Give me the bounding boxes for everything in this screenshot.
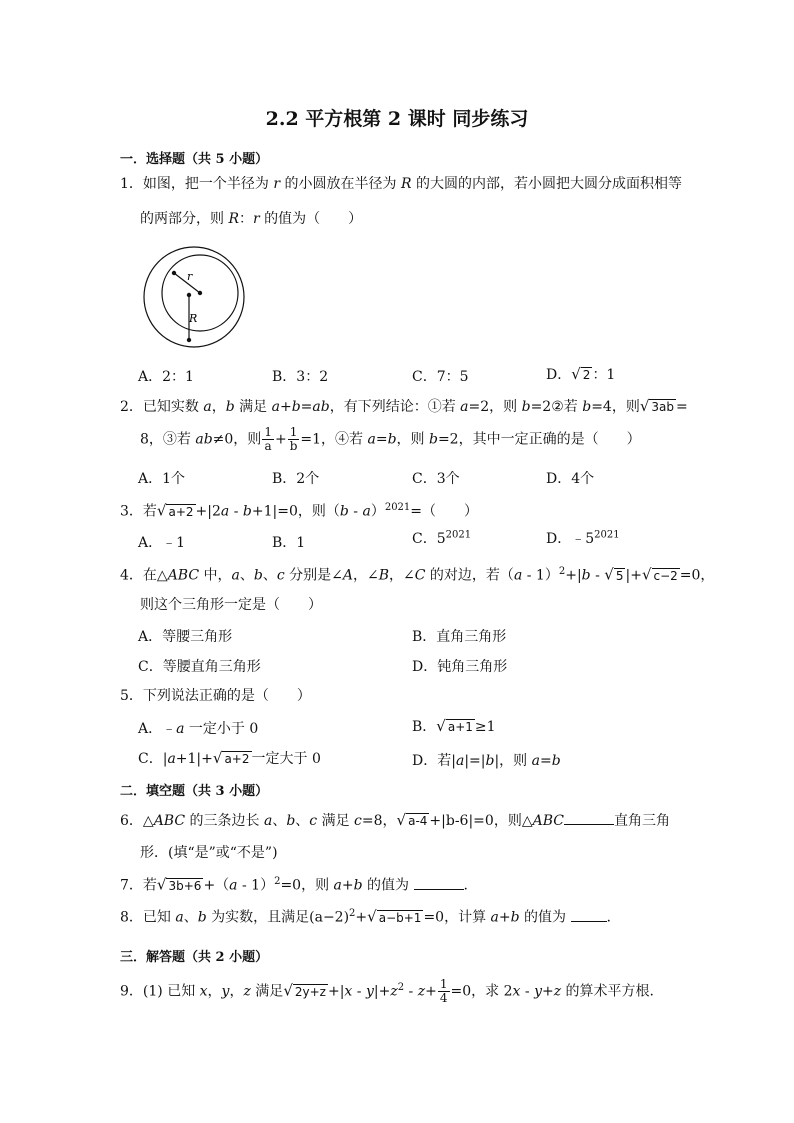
question-4-line-1: 4．在△ABC 中，a、b、c 分别是∠A，∠B，∠C 的对边，若（a - 1）$^2$+|b - √ 5 |+√ c−2 =0，	[120, 565, 715, 584]
page-title: 2.2 平方根第 2 课时 同步练习	[265, 108, 529, 130]
q3-option-b[interactable]: B．1	[272, 535, 306, 551]
q1-option-d[interactable]: D．√ 2 ：1	[546, 365, 616, 383]
point-large-edge	[187, 338, 191, 342]
q4-option-c[interactable]: C．等腰直角三角形	[138, 659, 261, 675]
question-1-line-2: 的两部分，则 R：r 的值为（ ）	[140, 211, 363, 227]
q5-option-b[interactable]: B．√ a+1 ≥1	[412, 717, 496, 735]
question-5-line-1: 5．下列说法正确的是（ ）	[120, 688, 311, 704]
q3-option-d[interactable]: D．$﹣5^{2021}$	[546, 529, 620, 547]
large-circle	[144, 247, 244, 347]
question-2-line-2: 8，③若 ab≠0，则 $\frac{1}{a}$ + $\frac{1}{b}$ =1，④若 a=b，则 b=2，其中一定正确的是（ ）	[140, 425, 641, 453]
question-2-line-1: 2．已知实数 a，b 满足 a+b=ab，有下列结论：①若 a=2，则 b=2②若 b=4，则√ 3ab =	[120, 397, 688, 415]
q8-answer-blank[interactable]	[571, 907, 607, 922]
q2-option-b[interactable]: B．2个	[272, 471, 320, 487]
point-large-center	[187, 293, 191, 297]
q2-option-a[interactable]: A．1个	[138, 471, 186, 487]
q5-option-a[interactable]: A．﹣a 一定小于 0	[138, 721, 259, 737]
section-heading-choice: 一．选择题（共 5 小题）	[120, 152, 269, 167]
question-4-line-2: 则这个三角形一定是（ ）	[140, 597, 322, 613]
question-3-line-1: 3．若√ a+2 +|2a - b+1|=0，则（b - a）$^{2021}$=（ ）	[120, 501, 479, 520]
section-heading-answer: 三．解答题（共 2 小题）	[120, 950, 269, 965]
q4-option-a[interactable]: A．等腰三角形	[138, 629, 233, 645]
section-heading-fill: 二．填空题（共 3 小题）	[120, 784, 269, 799]
question-1-line-1: 1．如图，把一个半径为 r 的小圆放在半径为 R 的大圆的内部，若小圆把大圆分成面积相等	[120, 176, 682, 192]
q5-option-d[interactable]: D．若|a|=|b|，则 a=b	[412, 753, 561, 769]
question-7-line-1: 7．若√ 3b+6 +（a - 1）$^2$=0，则 a+b 的值为 .	[120, 875, 468, 894]
question-6-line-1: 6．△ABC 的三条边长 a、b、c 满足 c=8，√ a-4 +|b-6|=0，则△ABC 直角三角	[120, 811, 670, 829]
q2-option-c[interactable]: C．3个	[412, 471, 460, 487]
q5-option-c[interactable]: C．|a+1|+√ a+2 一定大于 0	[138, 749, 321, 767]
q4-option-b[interactable]: B．直角三角形	[412, 629, 507, 645]
label-R: R	[189, 312, 198, 325]
q2-option-d[interactable]: D．4个	[546, 471, 595, 487]
point-small-edge	[172, 271, 176, 275]
q3-option-a[interactable]: A．﹣1	[138, 535, 186, 551]
q4-option-d[interactable]: D．钝角三角形	[412, 659, 508, 675]
label-r: r	[187, 270, 193, 283]
q6-answer-blank[interactable]	[564, 810, 614, 825]
q1-option-c[interactable]: C．7：5	[412, 369, 469, 385]
q7-answer-blank[interactable]	[414, 875, 464, 890]
point-small-center	[198, 291, 202, 295]
q1-option-a[interactable]: A．2：1	[138, 369, 194, 385]
q1-option-b[interactable]: B．3：2	[272, 369, 329, 385]
question-8-line-1: 8．已知 a、b 为实数，且满足$(a-2)^2+√$ a−b+1 =0，计算 a+b 的值为 .	[120, 907, 611, 926]
question-9-line-1: 9．(1) 已知 x，y，z 满足√ $2y+z +|x - y|+z^2 - z+$ $\frac{1}{4}$ =0，求 2x - y+z 的算术平方根.	[120, 977, 655, 1006]
q3-option-c[interactable]: C．$5^{2021}$	[412, 529, 472, 547]
question-6-line-2: 形．(填“是”或“不是”)	[140, 845, 278, 861]
circles-figure	[138, 244, 254, 350]
